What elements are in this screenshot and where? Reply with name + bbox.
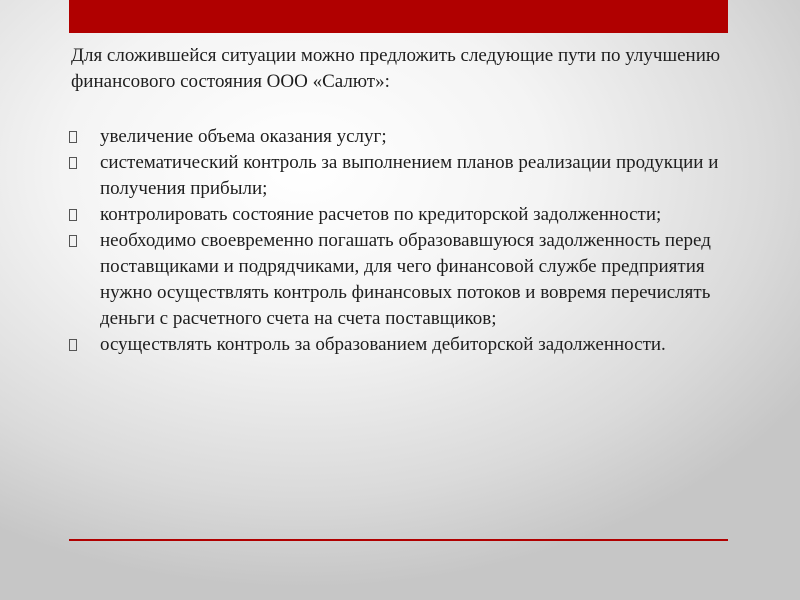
slide-intro-text: Для сложившейся ситуации можно предложить следующие пути по улучшению финансового состояния ООО «Салют»:: [71, 45, 721, 92]
list-item: [64, 202, 724, 228]
list-item-text: увеличение объема оказания услуг;: [100, 126, 387, 147]
footer-divider: [69, 539, 728, 541]
list-item: [64, 332, 724, 358]
header-accent-bar: [69, 0, 728, 33]
bullet-box-icon: [69, 131, 77, 143]
bullet-box-icon: [69, 209, 77, 221]
list-item-text: необходимо своевременно погашать образовавшуюся задолженность перед поставщиками и подрядчиками, для чего финансовой службе предприятия нужно осуществлять контроль финансовых потоков и вовремя перечислять деньги с расчетного счета на счета поставщиков;: [100, 230, 711, 329]
list-item-text: контролировать состояние расчетов по кредиторской задолженности;: [100, 204, 662, 225]
bullet-box-icon: [69, 339, 77, 351]
list-item-text: осуществлять контроль за образованием дебиторской задолженности.: [100, 334, 666, 355]
list-item: [64, 124, 724, 150]
bullet-box-icon: [69, 235, 77, 247]
recommendations-list: [64, 124, 724, 358]
bullet-box-icon: [69, 157, 77, 169]
list-item: [64, 228, 724, 332]
list-item-text: систематический контроль за выполнением планов реализации продукции и получения прибыли;: [100, 152, 719, 199]
list-item: [64, 150, 724, 202]
